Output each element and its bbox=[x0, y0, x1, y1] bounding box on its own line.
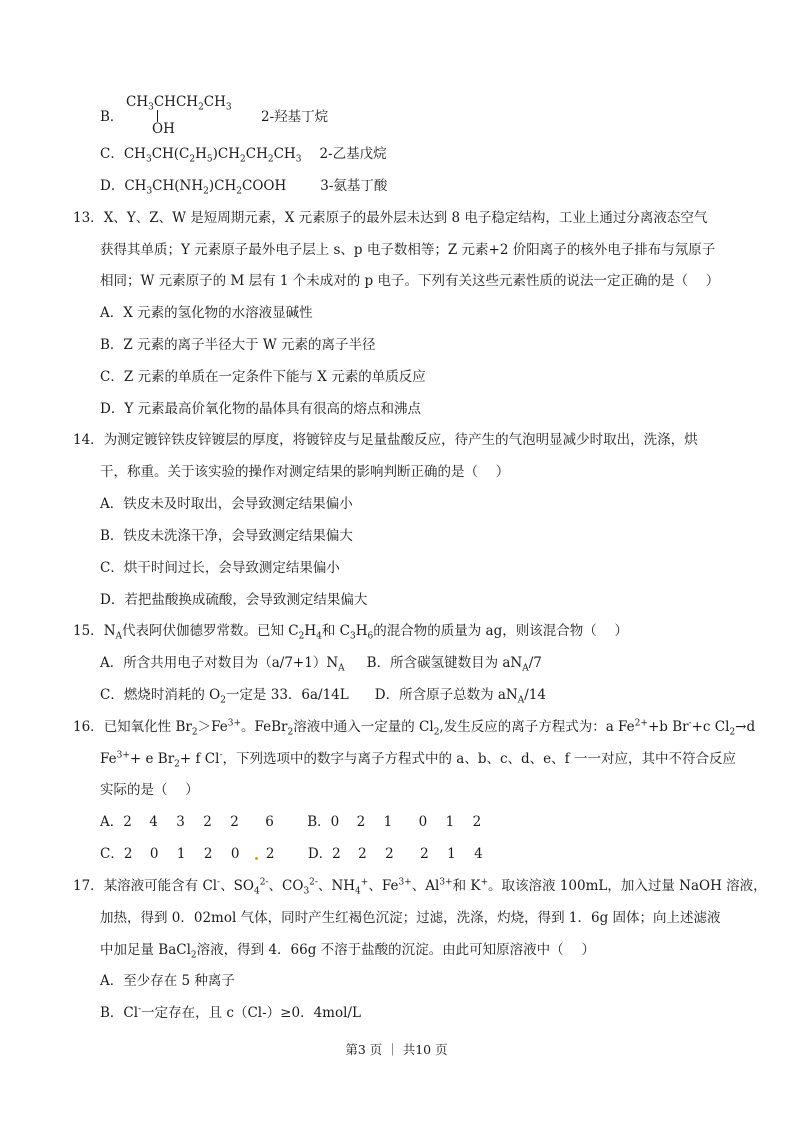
stray-mark bbox=[255, 857, 258, 860]
q12-option-b-name: 2-羟基丁烷 bbox=[261, 109, 329, 125]
q15-stem: 15．$N_A$代表阿伏伽德罗常数。已知 $C_2H_4$和 $C_3H_6$的混合物的质量为 ag，则该混合物（ ） bbox=[73, 623, 629, 642]
q12-option-b-structure bbox=[126, 94, 246, 144]
q17-stem-line2: 加热，得到 0．02mol 气体，同时产生红褐色沉淀；过滤，洗涤，灼烧，得到 1．6g 固体；向上述滤液 bbox=[100, 910, 721, 926]
q13-stem-line1: 13．X、Y、Z、W 是短周期元素，X 元素原子的最外层未达到 8 电子稳定结构，工业上通过分离液态空气 bbox=[73, 210, 708, 226]
q14-option-d: D．若把盐酸换成硫酸，会导致测定结果偏大 bbox=[100, 592, 368, 608]
q14-option-c: C．烘干时间过长，会导致测定结果偏小 bbox=[100, 560, 340, 576]
q16-options-ab: A．2 4 3 2 2 6 B．0 2 1 0 1 2 bbox=[100, 814, 482, 830]
q15-options-cd: C．燃烧时消耗的 $O_2$一定是 33．6a/14L D．所含原子总数为 $aN_A/14$ bbox=[100, 687, 546, 706]
q14-stem-line2: 干，称重。关于该实验的操作对测定结果的影响判断正确的是（ ） bbox=[100, 464, 510, 480]
q13-stem-line3: 相同；W 元素原子的 M 层有 1 个未成对的 p 电子。下列有关这些元素性质的说法一定正确的是（ ） bbox=[100, 273, 720, 289]
q16-options-cd: C．2 0 1 2 0 2 D．2 2 2 2 1 4 bbox=[100, 846, 483, 862]
q17-option-a: A．至少存在 5 种离子 bbox=[100, 973, 235, 989]
q13-option-d: D．Y 元素最高价氧化物的晶体具有很高的熔点和沸点 bbox=[100, 401, 422, 417]
q17-stem-line1: 17．某溶液可能含有 Cl-、$SO_4^{2-}$、$CO_3^{2-}$、$NH_4^+$、$Fe^{3+}$、$Al^{3+}$和 K+。取该溶液 100mL，加入过量 NaOH 溶液， bbox=[73, 877, 767, 897]
q16-stem-line2: $Fe^{3+}+ e$ $Br_2+ f$ Cl-，下列选项中的数字与离子方程式中的 a、b、c、d、e、f 一一对应，其中不符合反应 bbox=[100, 750, 736, 770]
q16-stem-line1: 16．已知氧化性 $Br_2>Fe^{3+}$。FeBr$_2$溶液中通入一定量的 $Cl_2$,发生反应的离子方程式为：a $Fe^{2+}+b$ Br-+c $Cl_2\to d$ bbox=[73, 718, 756, 738]
q14-option-b: B．铁皮未洗涤干净，会导致测定结果偏大 bbox=[100, 528, 353, 544]
q14-stem-line1: 14．为测定镀锌铁皮锌镀层的厚度，将镀锌皮与足量盐酸反应，待产生的气泡明显减少时取出，洗涤，烘 bbox=[73, 432, 698, 448]
structure-main-chain: $CH_3CHCH_2CH_3$ bbox=[126, 94, 232, 113]
q13-option-c: C．Z 元素的单质在一定条件下能与 X 元素的单质反应 bbox=[100, 369, 426, 385]
q12-option-d: D．$CH_3CH(NH_2)CH_2COOH$ 3-氨基丁酸 bbox=[100, 178, 388, 197]
q13-stem-line2: 获得其单质；Y 元素原子最外电子层上 s、p 电子数相等；Z 元素+2 价阳离子的核外电子排布与氖原子 bbox=[100, 242, 716, 258]
q13-option-b: B．Z 元素的离子半径大于 W 元素的离子半径 bbox=[100, 337, 376, 353]
q15-options-ab: A．所含共用电子对数目为$(a/7+1)N_A$ B．所含碳氢键数目为 $aN_A/7$ bbox=[100, 655, 542, 674]
structure-oh-group: OH bbox=[152, 121, 175, 137]
q12-option-b-label: B． bbox=[100, 109, 124, 125]
q14-option-a: A．铁皮未及时取出，会导致测定结果偏小 bbox=[100, 496, 353, 512]
q12-option-c: C．$CH_3CH(C_2H_5)CH_2CH_2CH_3$ 2-乙基戊烷 bbox=[100, 146, 387, 165]
q17-option-b: B．Cl-一定存在，且 c（Cl-）≥0．4mol/L bbox=[100, 1004, 361, 1021]
page-footer: 第3 页 ｜ 共10 页 bbox=[345, 1042, 448, 1057]
q13-option-a: A．X 元素的氢化物的水溶液显碱性 bbox=[100, 305, 313, 321]
q17-stem-line3: 中加足量 BaCl$_2$溶液，得到 4．66g 不溶于盐酸的沉淀。由此可知原溶液中（ ） bbox=[100, 942, 595, 961]
q16-stem-line3: 实际的是（ ） bbox=[100, 782, 199, 798]
